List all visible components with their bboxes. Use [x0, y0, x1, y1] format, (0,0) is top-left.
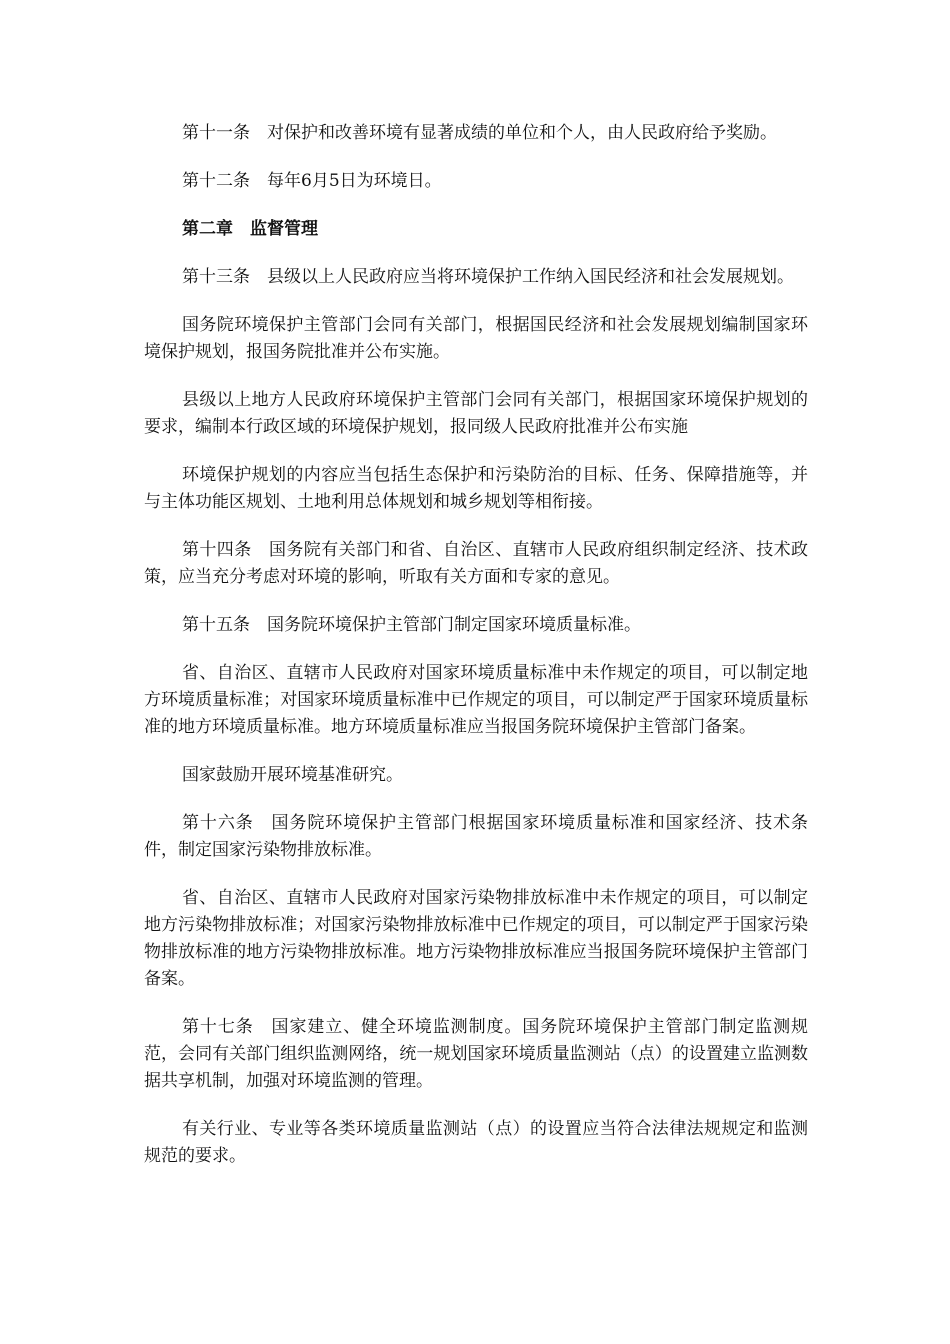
chapter-2-heading: 第二章 监督管理 [182, 219, 318, 239]
article-11-paragraph: 第十一条 对保护和改善环境有显著成绩的单位和个人，由人民政府给予奖励。 [182, 123, 777, 143]
article-15-paragraph-2: 省、自治区、直辖市人民政府对国家环境质量标准中未作规定的项目，可以制定地方环境质量标准；对国家环境质量标准中已作规定的项目，可以制定严于国家环境质量标准的地方环境质量标准。地方环境质量标准应当报国务院环境保护主管部门备案。 [144, 663, 808, 737]
article-15-paragraph-3: 国家鼓励开展环境基准研究。 [182, 765, 403, 785]
article-16-paragraph: 第十六条 国务院环境保护主管部门根据国家环境质量标准和国家经济、技术条件，制定国家污染物排放标准。 [144, 813, 808, 860]
article-17-paragraph-2: 有关行业、专业等各类环境质量监测站（点）的设置应当符合法律法规规定和监测规范的要求。 [144, 1119, 808, 1166]
article-15-paragraph: 第十五条 国务院环境保护主管部门制定国家环境质量标准。 [182, 615, 641, 635]
article-13-paragraph: 第十三条 县级以上人民政府应当将环境保护工作纳入国民经济和社会发展规划。 [182, 267, 794, 287]
article-13-paragraph-3: 县级以上地方人民政府环境保护主管部门会同有关部门，根据国家环境保护规划的要求，编制本行政区域的环境保护规划，报同级人民政府批准并公布实施 [144, 390, 808, 437]
article-13-paragraph-2: 国务院环境保护主管部门会同有关部门，根据国民经济和社会发展规划编制国家环境保护规划，报国务院批准并公布实施。 [144, 315, 808, 362]
article-14-paragraph: 第十四条 国务院有关部门和省、自治区、直辖市人民政府组织制定经济、技术政策，应当充分考虑对环境的影响，听取有关方面和专家的意见。 [144, 540, 808, 587]
article-17-paragraph: 第十七条 国家建立、健全环境监测制度。国务院环境保护主管部门制定监测规范，会同有关部门组织监测网络，统一规划国家环境质量监测站（点）的设置建立监测数据共享机制，加强对环境监测的管理。 [144, 1017, 808, 1091]
article-16-paragraph-2: 省、自治区、直辖市人民政府对国家污染物排放标准中未作规定的项目，可以制定地方污染物排放标准；对国家污染物排放标准中已作规定的项目，可以制定严于国家污染物排放标准的地方污染物排放标准。地方污染物排放标准应当报国务院环境保护主管部门备案。 [144, 888, 808, 989]
article-12-paragraph: 第十二条 每年6月5日为环境日。 [182, 171, 442, 191]
article-13-paragraph-4: 环境保护规划的内容应当包括生态保护和污染防治的目标、任务、保障措施等，并与主体功能区规划、土地利用总体规划和城乡规划等相衔接。 [144, 465, 808, 512]
document-page [144, 120, 808, 1191]
